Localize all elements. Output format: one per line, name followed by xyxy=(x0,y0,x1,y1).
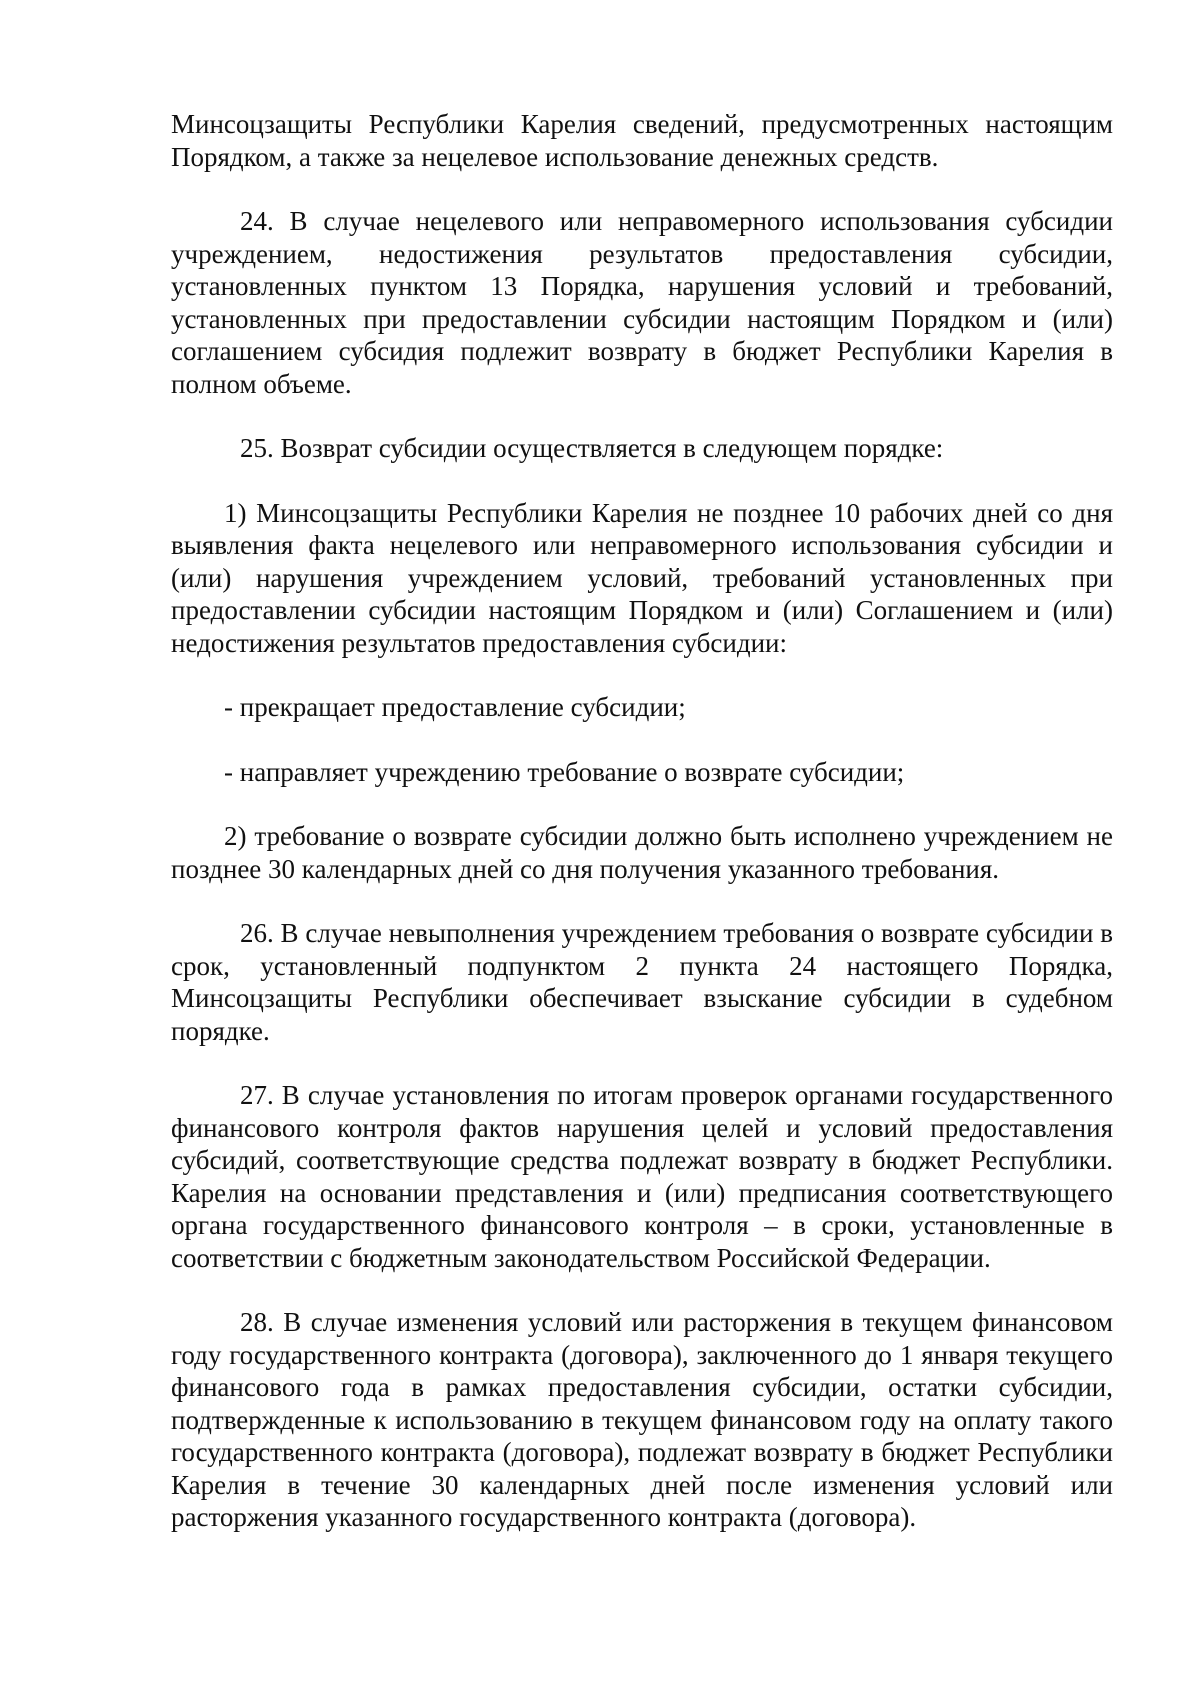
paragraph-28: 28. В случае изменения условий или расторжения в текущем финансовом году государственного контракта (договора), заключенного до 1 января текущего финансового года в рамках предоставления субсидии, остатки субсидии, подтвержденные к использованию в текущем финансовом году на оплату такого государственного контракта (договора), подлежат возврату в бюджет Республики Карелия в течение 30 календарных дней после изменения условий или расторжения указанного государственного контракта (договора). xyxy=(171,1307,1113,1532)
paragraph-25-bullet-2: - направляет учреждению требование о возврате субсидии; xyxy=(224,756,905,787)
paragraph-24: 24. В случае нецелевого или неправомерного использования субсидии учреждением, недостижения результатов предоставления субсидии, установленных пунктом 13 Порядка, нарушения условий и требований, установленных при предоставлении субсидии настоящим Порядком и (или) соглашением субсидия подлежит возврату в бюджет Республики Карелия в полном объеме. xyxy=(171,206,1113,399)
paragraph-continuation: Минсоцзащиты Республики Карелия сведений, предусмотренных настоящим Порядком, а также за нецелевое использование денежных средств. xyxy=(171,109,1113,172)
paragraph-27: 27. В случае установления по итогам проверок органами государственного финансового контроля фактов нарушения целей и условий предоставления субсидий, соответствующие средства подлежат возврату в бюджет Республики. Карелия на основании представления и (или) предписания соответствующего органа государственного финансового контроля – в сроки, установленные в соответствии с бюджетным законодательством Российской Федерации. xyxy=(171,1080,1113,1273)
paragraph-25-item-1: 1) Минсоцзащиты Республики Карелия не позднее 10 рабочих дней со дня выявления факта нецелевого или неправомерного использования субсидии и (или) нарушения учреждением условий, требований установленных при предоставлении субсидии настоящим Порядком и (или) Соглашением и (или) недостижения результатов предоставления субсидии: xyxy=(171,497,1113,658)
paragraph-25-item-2: 2) требование о возврате субсидии должно быть исполнено учреждением не позднее 30 календарных дней со дня получения указанного требования. xyxy=(171,821,1113,884)
document-body xyxy=(171,108,1113,1566)
paragraph-25: 25. Возврат субсидии осуществляется в следующем порядке: xyxy=(240,433,944,463)
paragraph-25-bullet-1: - прекращает предоставление субсидии; xyxy=(224,692,686,722)
paragraph-26: 26. В случае невыполнения учреждением требования о возврате субсидии в срок, установленный подпунктом 2 пункта 24 настоящего Порядка, Минсоцзащиты Республики обеспечивает взыскание субсидии в судебном порядке. xyxy=(171,918,1113,1046)
